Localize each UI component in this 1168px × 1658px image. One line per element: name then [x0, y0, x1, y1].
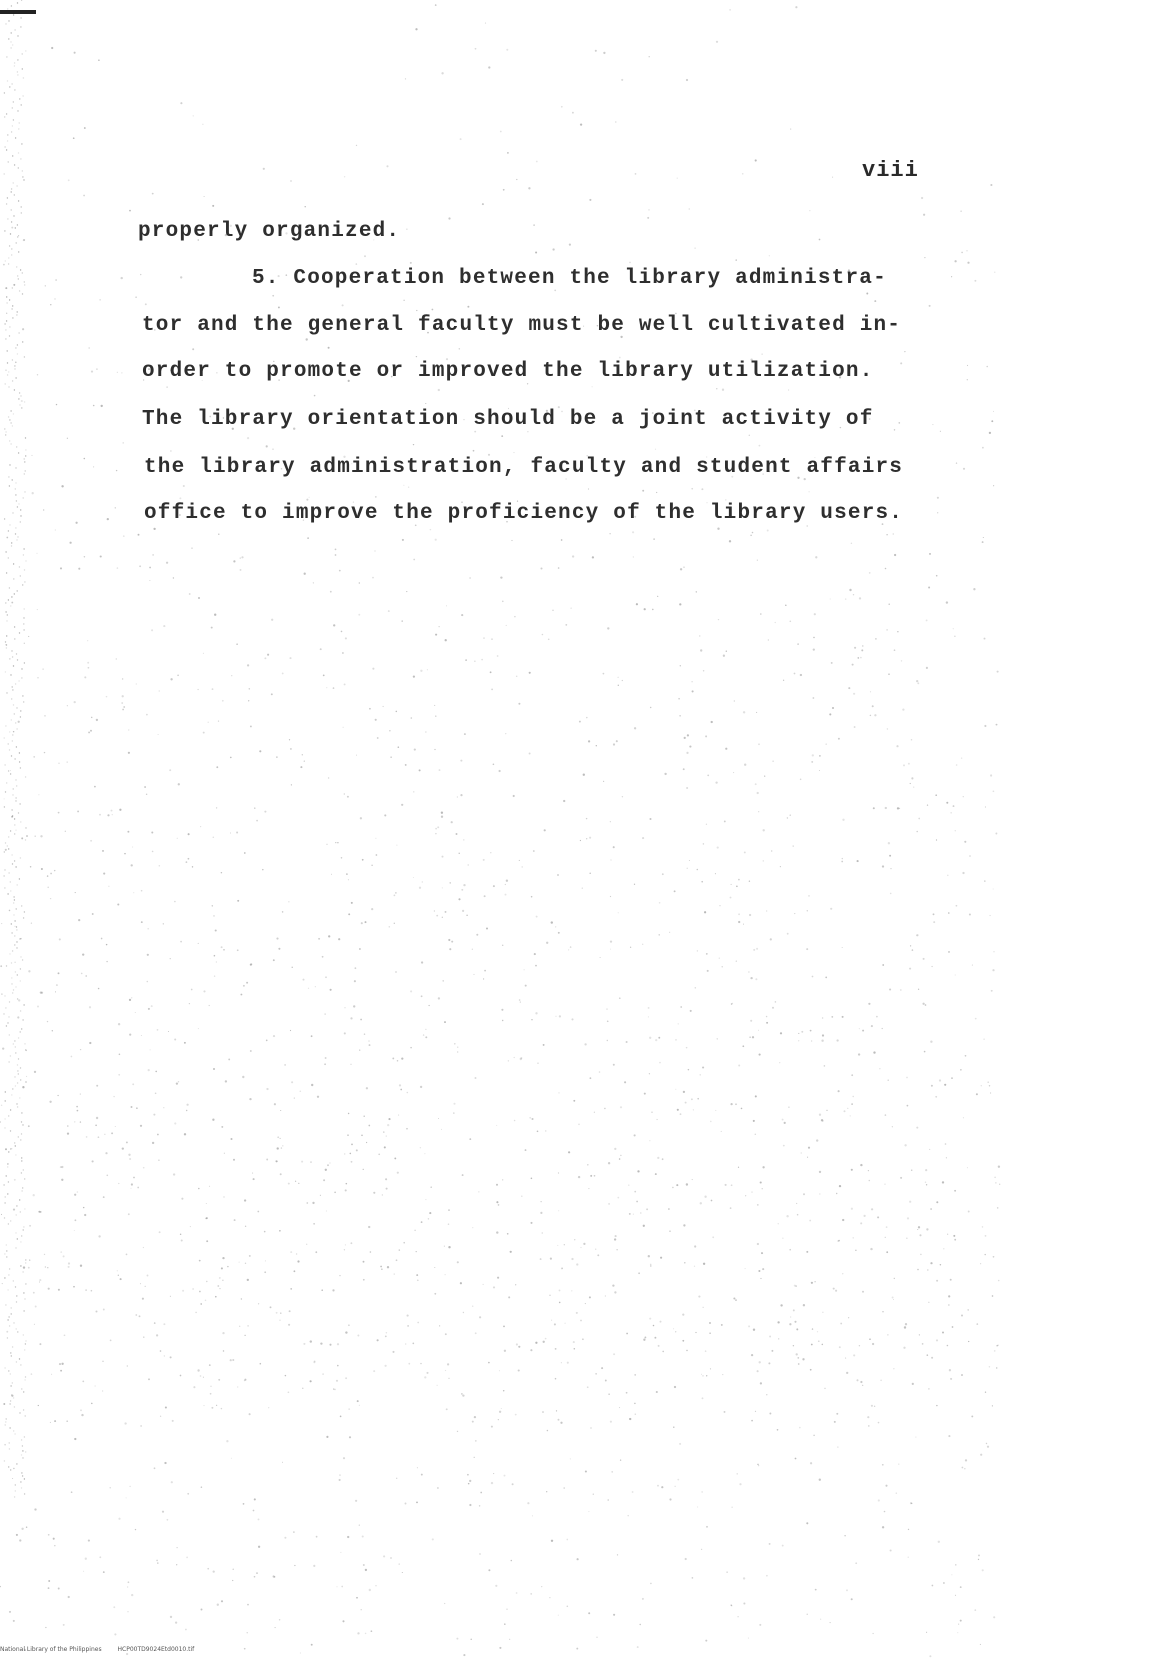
footer-institution: National Library of the Philippines [0, 1646, 102, 1653]
text-line: order to promote or improved the library utilization. [142, 360, 874, 383]
text-line: office to improve the proficiency of the library users. [144, 502, 904, 525]
text-line: 5. Cooperation between the library administra- [252, 267, 887, 290]
text-line: properly organized. [138, 220, 401, 243]
footer-file-id: HCP00TD9024Etd0010.tif [117, 1646, 195, 1653]
text-line: the library administration, faculty and student affairs [144, 456, 904, 479]
scan-footer [0, 1646, 208, 1653]
scan-edge-mark [0, 10, 36, 14]
text-line: The library orientation should be a joint activity of [142, 408, 874, 431]
page-number: viii [862, 158, 919, 183]
text-line: tor and the general faculty must be well cultivated in- [142, 314, 902, 337]
